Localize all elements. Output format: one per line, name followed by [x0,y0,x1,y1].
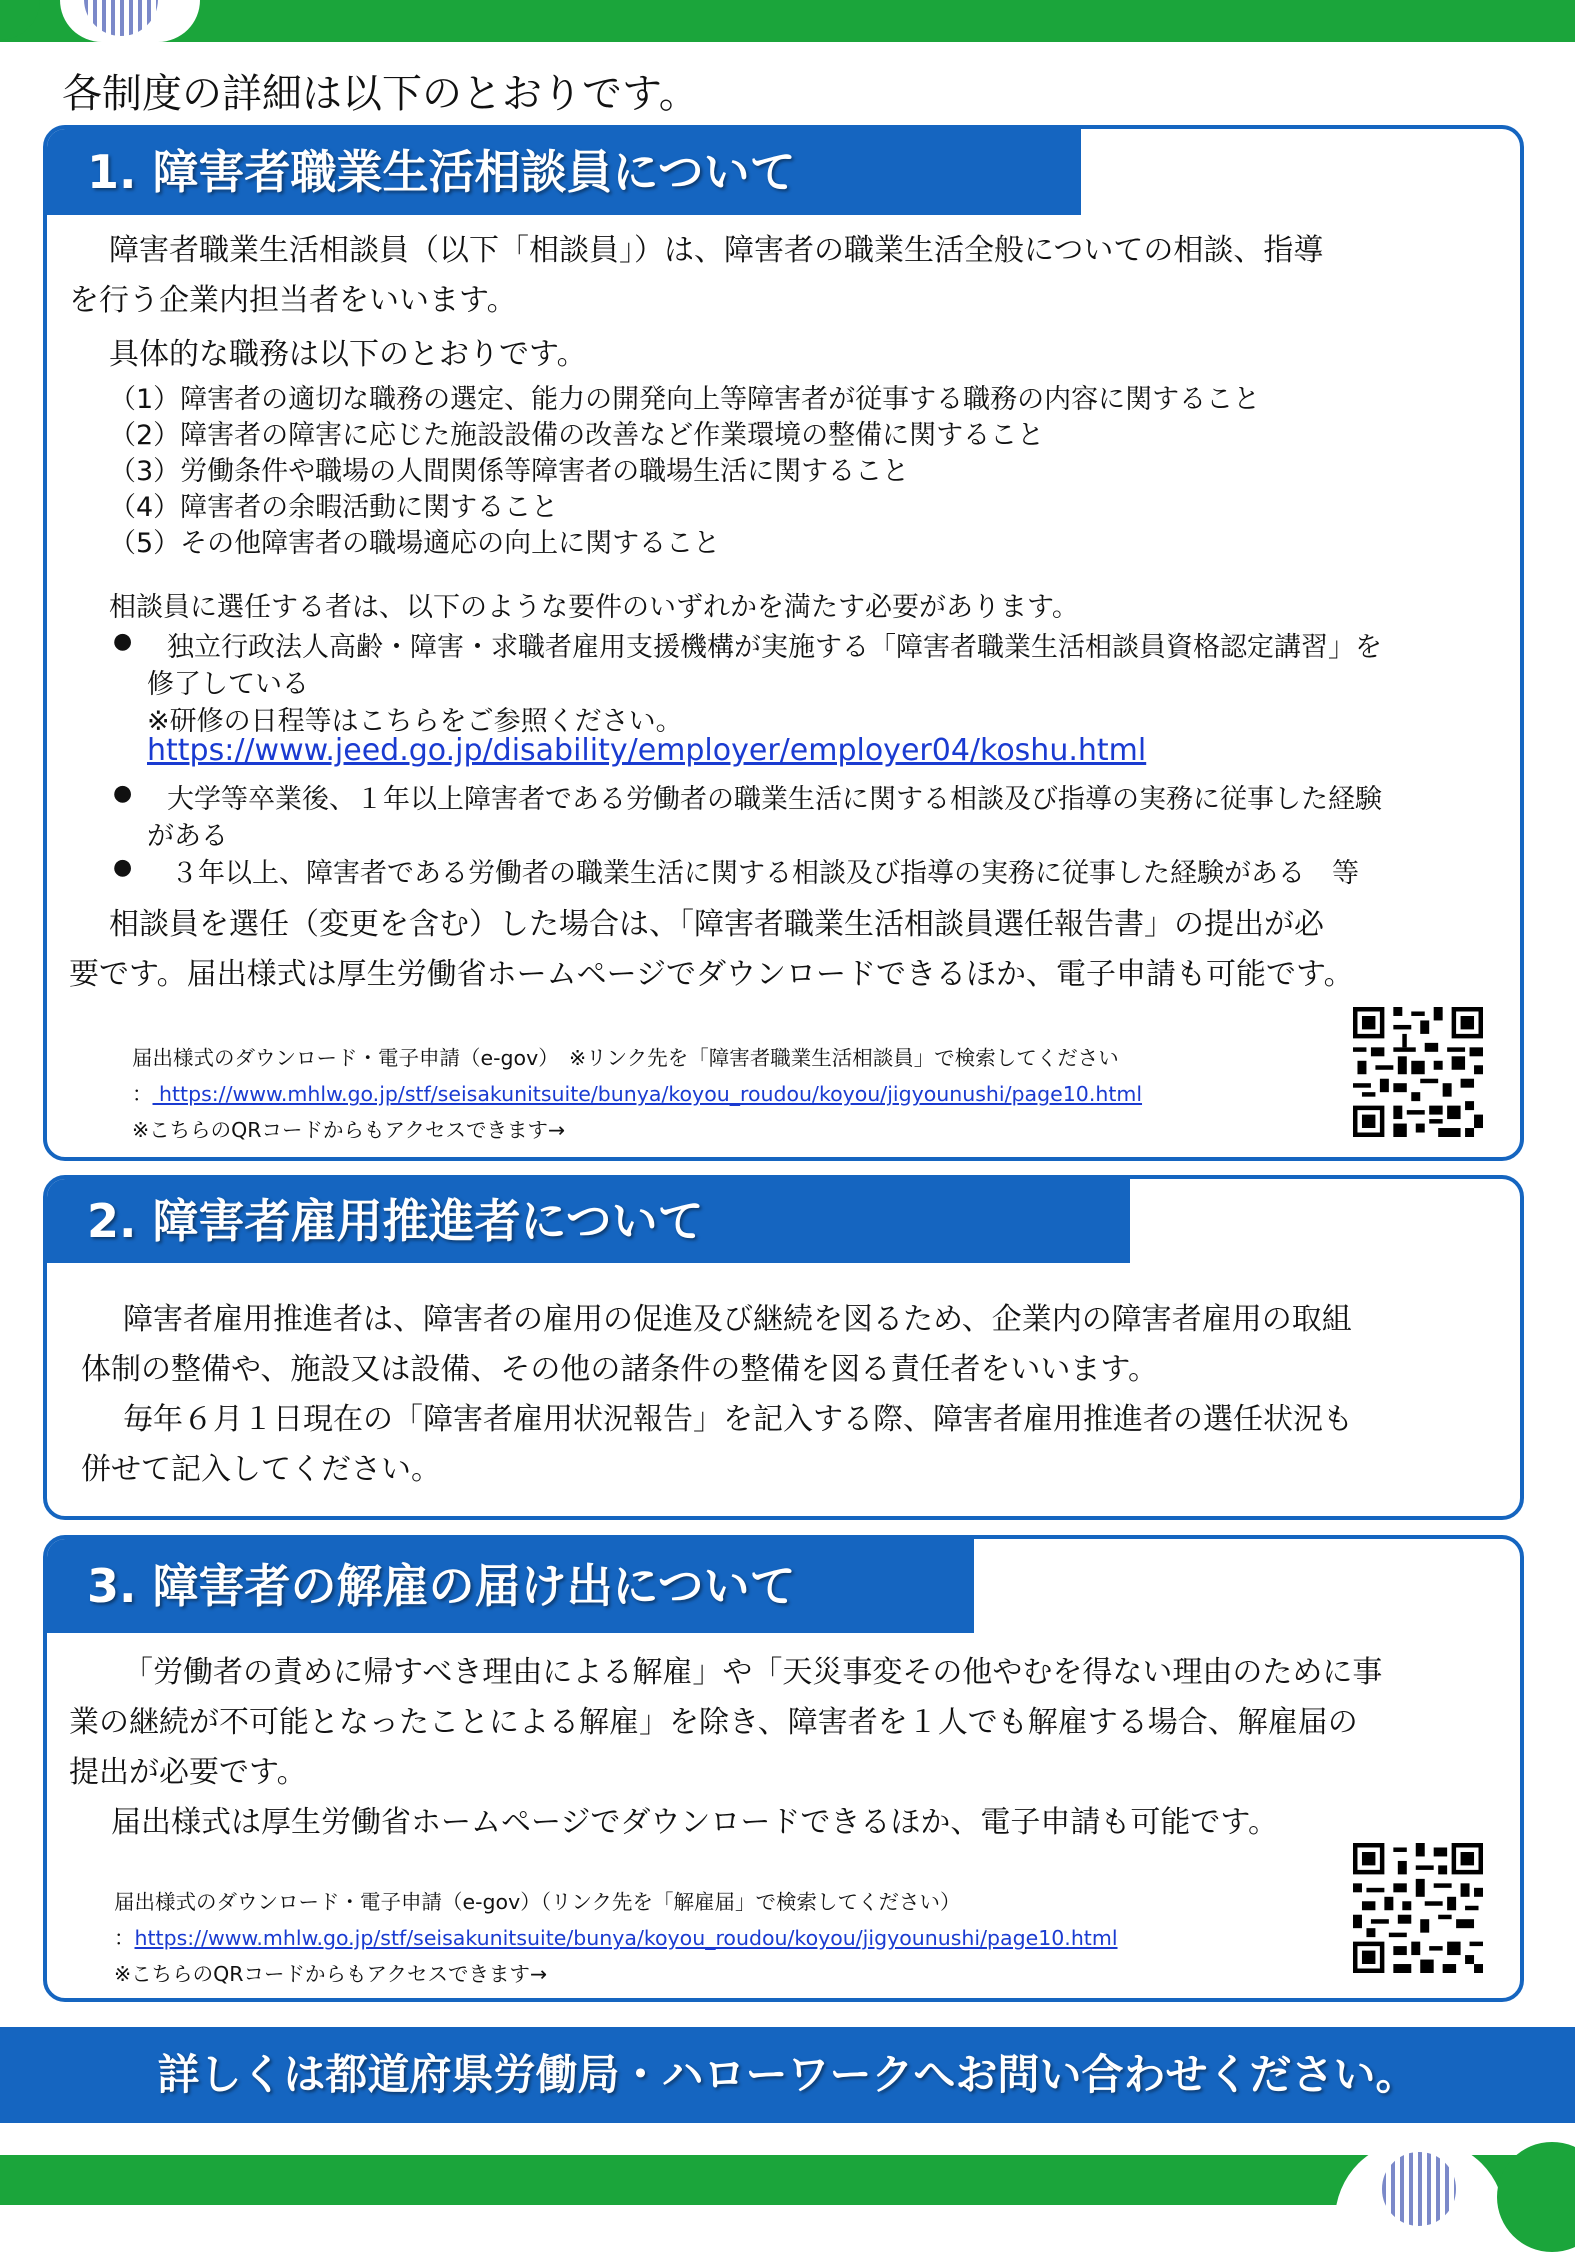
section-1-para2-line1: 相談員を選任（変更を含む）した場合は、「障害者職業生活相談員選任報告書」の提出が必 [109,907,1324,942]
requirement-1-line2: 修了している [147,669,309,700]
section-1-title: 1. 障害者職業生活相談員について [47,129,1081,215]
duty-item: （5）その他障害者の職場適応の向上に関すること [109,528,721,559]
duty-item: （3）労働条件や職場の人間関係等障害者の職場生活に関すること [109,456,910,487]
section-1-para2-line2: 要です。届出様式は厚生労働省ホームページでダウンロードできるほか、電子申請も可能です。 [69,957,1354,992]
striped-circle-decoration [1380,2150,1458,2228]
qr-code-icon[interactable] [1353,1843,1483,1973]
top-green-bar [0,0,1575,42]
requirements-intro: 相談員に選任する者は、以下のような要件のいずれかを満たす必要があります。 [109,592,1079,623]
intro-text: 各制度の詳細は以下のとおりです。 [62,71,699,117]
section-3-line4: 届出様式は厚生労働省ホームページでダウンロードできるほか、電子申請も可能です。 [111,1805,1278,1840]
duty-item: （2）障害者の障害に応じた施設設備の改善など作業環境の整備に関すること [109,420,1045,451]
download-link-row [114,1921,1118,1951]
bullet-icon: ● [113,855,133,880]
qr-code-icon[interactable] [1353,1007,1483,1137]
section-2-line3: 毎年６月１日現在の「障害者雇用状況報告」を記入する際、障害者雇用推進者の選任状況も [123,1402,1353,1437]
section-3-title: 3. 障害者の解雇の届け出について [47,1539,974,1633]
duty-item: （1）障害者の適切な職務の選定、能力の開発向上等障害者が従事する職務の内容に関すること [109,384,1261,415]
bullet-icon: ● [113,629,133,654]
mhlw-link[interactable]: https://www.mhlw.go.jp/stf/seisakunitsuite/bunya/koyou_roudou/koyou/jigyounushi/page10.html [134,1926,1118,1950]
section-2-line4: 併せて記入してください。 [81,1452,441,1487]
section-1-para1-line2: を行う企業内担当者をいいます。 [69,283,517,318]
download-label: 届出様式のダウンロード・電子申請（e-gov） ※リンク先を「障害者職業生活相談員」で検索してください [132,1046,1119,1070]
section-2-title: 2. 障害者雇用推進者について [47,1179,1130,1263]
jeed-link[interactable]: https://www.jeed.go.jp/disability/employer/employer04/koshu.html [147,733,1147,768]
duties-intro: 具体的な職務は以下のとおりです。 [109,337,587,372]
duty-item: （4）障害者の余暇活動に関すること [109,492,559,523]
requirement-1-line1: 独立行政法人高齢・障害・求職者雇用支援機構が実施する「障害者職業生活相談員資格認定講習」を [167,632,1382,663]
mhlw-link[interactable]: https://www.mhlw.go.jp/stf/seisakunitsuite/bunya/koyou_roudou/koyou/jigyounushi/page10.html [152,1082,1143,1106]
download-link-row [132,1077,1142,1107]
requirement-2-line1: 大学等卒業後、１年以上障害者である労働者の職業生活に関する相談及び指導の実務に従事した経験 [167,784,1382,815]
footer-contact-banner: 詳しくは都道府県労働局・ハローワークへお問い合わせください。 [0,2027,1575,2123]
section-2-line2: 体制の整備や、施設又は設備、その他の諸条件の整備を図る責任者をいいます。 [81,1352,1158,1387]
colon-prefix: ： [132,1082,153,1106]
download-label: 届出様式のダウンロード・電子申請（e-gov）（リンク先を「解雇届」で検索してください） [114,1890,961,1914]
requirement-3: ３年以上、障害者である労働者の職業生活に関する相談及び指導の実務に従事した経験がある 等 [171,858,1359,889]
qr-note: ※こちらのQRコードからもアクセスできます→ [114,1962,548,1986]
section-3-panel [43,1535,1524,2002]
section-2-line1: 障害者雇用推進者は、障害者の雇用の促進及び継続を図るため、企業内の障害者雇用の取組 [123,1302,1352,1337]
bullet-icon: ● [113,781,133,806]
section-2-panel [43,1175,1524,1520]
qr-note: ※こちらのQRコードからもアクセスできます→ [132,1118,566,1142]
requirement-1-note: ※研修の日程等はこちらをご参照ください。 [147,706,683,737]
requirement-2-line2: がある [147,821,228,852]
section-1-para1-line1: 障害者職業生活相談員（以下「相談員」）は、障害者の職業生活全般についての相談、指導 [109,233,1324,268]
section-3-line1: 「労働者の責めに帰すべき理由による解雇」や「天災事変その他やむを得ない理由のために事 [123,1655,1383,1690]
colon-prefix: ： [114,1926,135,1950]
section-3-line2: 業の継続が不可能となったことによる解雇」を除き、障害者を１人でも解雇する場合、解雇届の [69,1705,1358,1740]
section-3-line3: 提出が必要です。 [69,1755,307,1790]
section-1-panel [43,125,1524,1161]
